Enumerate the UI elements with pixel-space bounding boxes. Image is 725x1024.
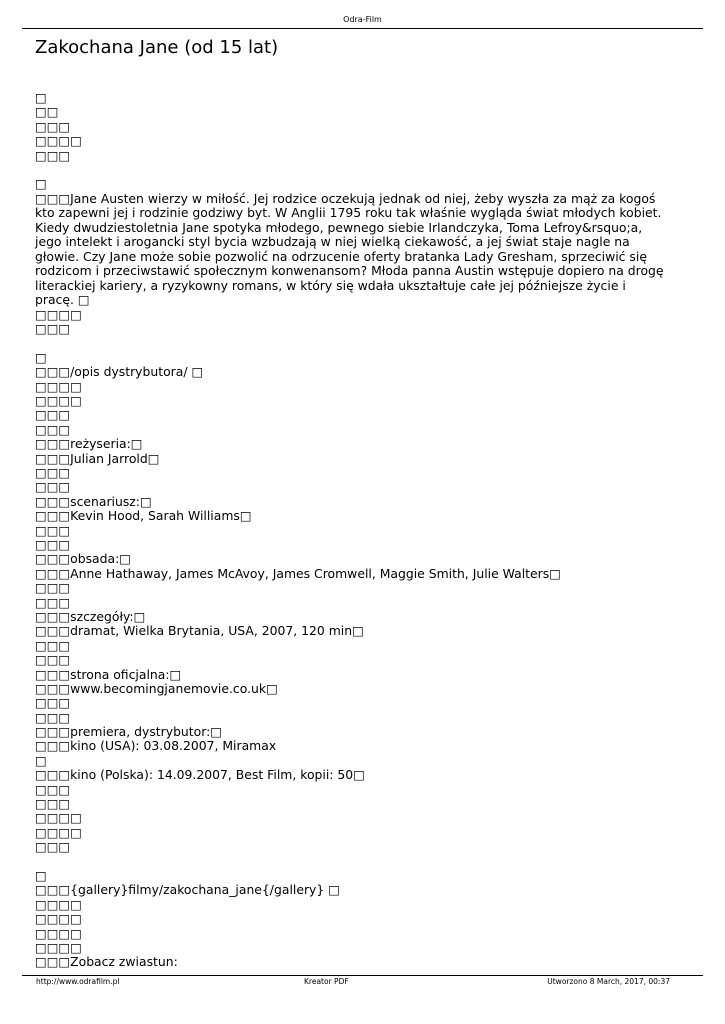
premiere-label: □□□premiera, dystrybutor:□ bbox=[35, 724, 222, 740]
blank-line bbox=[35, 337, 667, 351]
text-line: □□□□ bbox=[35, 378, 82, 394]
document-body bbox=[35, 91, 667, 970]
text-line: □□□□ bbox=[35, 133, 82, 149]
text-line: □□□□ bbox=[35, 911, 82, 927]
site-header: Odra-Film bbox=[343, 15, 382, 24]
text-line: □□□ bbox=[35, 407, 71, 423]
official-site-label: □□□strona oficjalna:□ bbox=[35, 666, 182, 682]
cast-label: □□□obsada:□ bbox=[35, 551, 131, 567]
text-line: □□□ bbox=[35, 479, 71, 495]
text-line: □ bbox=[35, 90, 47, 105]
official-site-value: □□□www.becomingjanemovie.co.uk□ bbox=[35, 680, 278, 696]
text-line: □□□ bbox=[35, 781, 71, 797]
text-line: □□□□ bbox=[35, 896, 82, 912]
text-line: □□□ bbox=[35, 118, 71, 134]
details-label: □□□szczegóły:□ bbox=[35, 608, 146, 624]
text-line: □□□□ bbox=[35, 925, 82, 941]
text-line: □□□ bbox=[35, 580, 71, 596]
text-line: □□□ bbox=[35, 421, 71, 437]
text-line: □ bbox=[35, 176, 47, 192]
text-line: □□□□ bbox=[35, 939, 82, 955]
film-description: □□□Jane Austen wierzy w miłość. Jej rodzice oczekują jednak od niej, żeby wyszła za mąż za kogoś kto zapewni jej i rodzinie godziwy byt. W Anglii 1795 roku tak właśnie wygląda świat młodych kobiet. Kiedy dwudziestoletnia Jane spotyka młodego, pewnego siebie Irlandczyka, Toma Lefroy&rsquo;a, jego intelekt i arogancki styl bycia wzbudzają w niej wielką ciekawość, a jej świat staje nagle na głowie. Czy Jane może sobie pozwolić na odrzucenie oferty bratanka Lady Gresham, sprzeciwić się rodzicom i przeciwstawić społecznym konwenansom? Młoda panna Austin wstępuje dopiero na drogę literackiej kariery, a ryzykowny romans, w który się wdała ukształtuje całe jej późniejsze życie i pracę. □ bbox=[35, 190, 664, 308]
text-line: □□□ bbox=[35, 652, 71, 668]
trailer-label: □□□Zobacz zwiastun: bbox=[35, 954, 178, 970]
footer-created: Utworzono 8 March, 2017, 00:37 bbox=[547, 977, 670, 986]
text-line: □□□ bbox=[35, 796, 71, 812]
premiere-poland: □□□kino (Polska): 14.09.2007, Best Film, kopii: 50□ bbox=[35, 767, 365, 783]
director-label: □□□reżyseria:□ bbox=[35, 436, 143, 452]
screenplay-value: □□□Kevin Hood, Sarah Williams□ bbox=[35, 508, 252, 524]
text-line: □□□□ bbox=[35, 824, 82, 840]
footer-divider bbox=[22, 975, 703, 976]
blank-line bbox=[35, 163, 667, 177]
director-value: □□□Julian Jarrold□ bbox=[35, 450, 160, 466]
page-title: Zakochana Jane (od 15 lat) bbox=[35, 37, 279, 58]
details-value: □□□dramat, Wielka Brytania, USA, 2007, 120 min□ bbox=[35, 623, 364, 639]
text-line: □□□ bbox=[35, 321, 71, 337]
text-line: □□□ bbox=[35, 637, 71, 653]
text-line: □ bbox=[35, 349, 47, 365]
distributor-description-label: □□□/opis dystrybutora/ □ bbox=[35, 364, 204, 380]
header-divider bbox=[22, 28, 703, 29]
blank-line bbox=[35, 855, 667, 869]
footer-url: http://www.odrafilm.pl bbox=[36, 977, 120, 986]
text-line: □□□ bbox=[35, 695, 71, 711]
text-line: □□□ bbox=[35, 522, 71, 538]
text-line: □□□ bbox=[35, 147, 71, 163]
text-line: □□□ bbox=[35, 839, 71, 855]
text-line: □ bbox=[35, 867, 47, 883]
text-line: □□□ bbox=[35, 594, 71, 610]
gallery-tag: □□□{gallery}filmy/zakochana_jane{/gallery} □ bbox=[35, 882, 340, 898]
screenplay-label: □□□scenariusz:□ bbox=[35, 493, 152, 509]
cast-value: □□□Anne Hathaway, James McAvoy, James Cromwell, Maggie Smith, Julie Walters□ bbox=[35, 565, 561, 581]
footer-generator: Kreator PDF bbox=[304, 977, 349, 986]
text-line: □□□ bbox=[35, 465, 71, 481]
text-line: □□□□ bbox=[35, 306, 82, 322]
text-line: □□ bbox=[35, 104, 59, 120]
text-line: □□□ bbox=[35, 709, 71, 725]
text-line: □ bbox=[35, 752, 47, 768]
text-line: □□□□ bbox=[35, 393, 82, 409]
premiere-usa: □□□kino (USA): 03.08.2007, Miramax bbox=[35, 738, 277, 754]
text-line: □□□ bbox=[35, 536, 71, 552]
text-line: □□□□ bbox=[35, 810, 82, 826]
